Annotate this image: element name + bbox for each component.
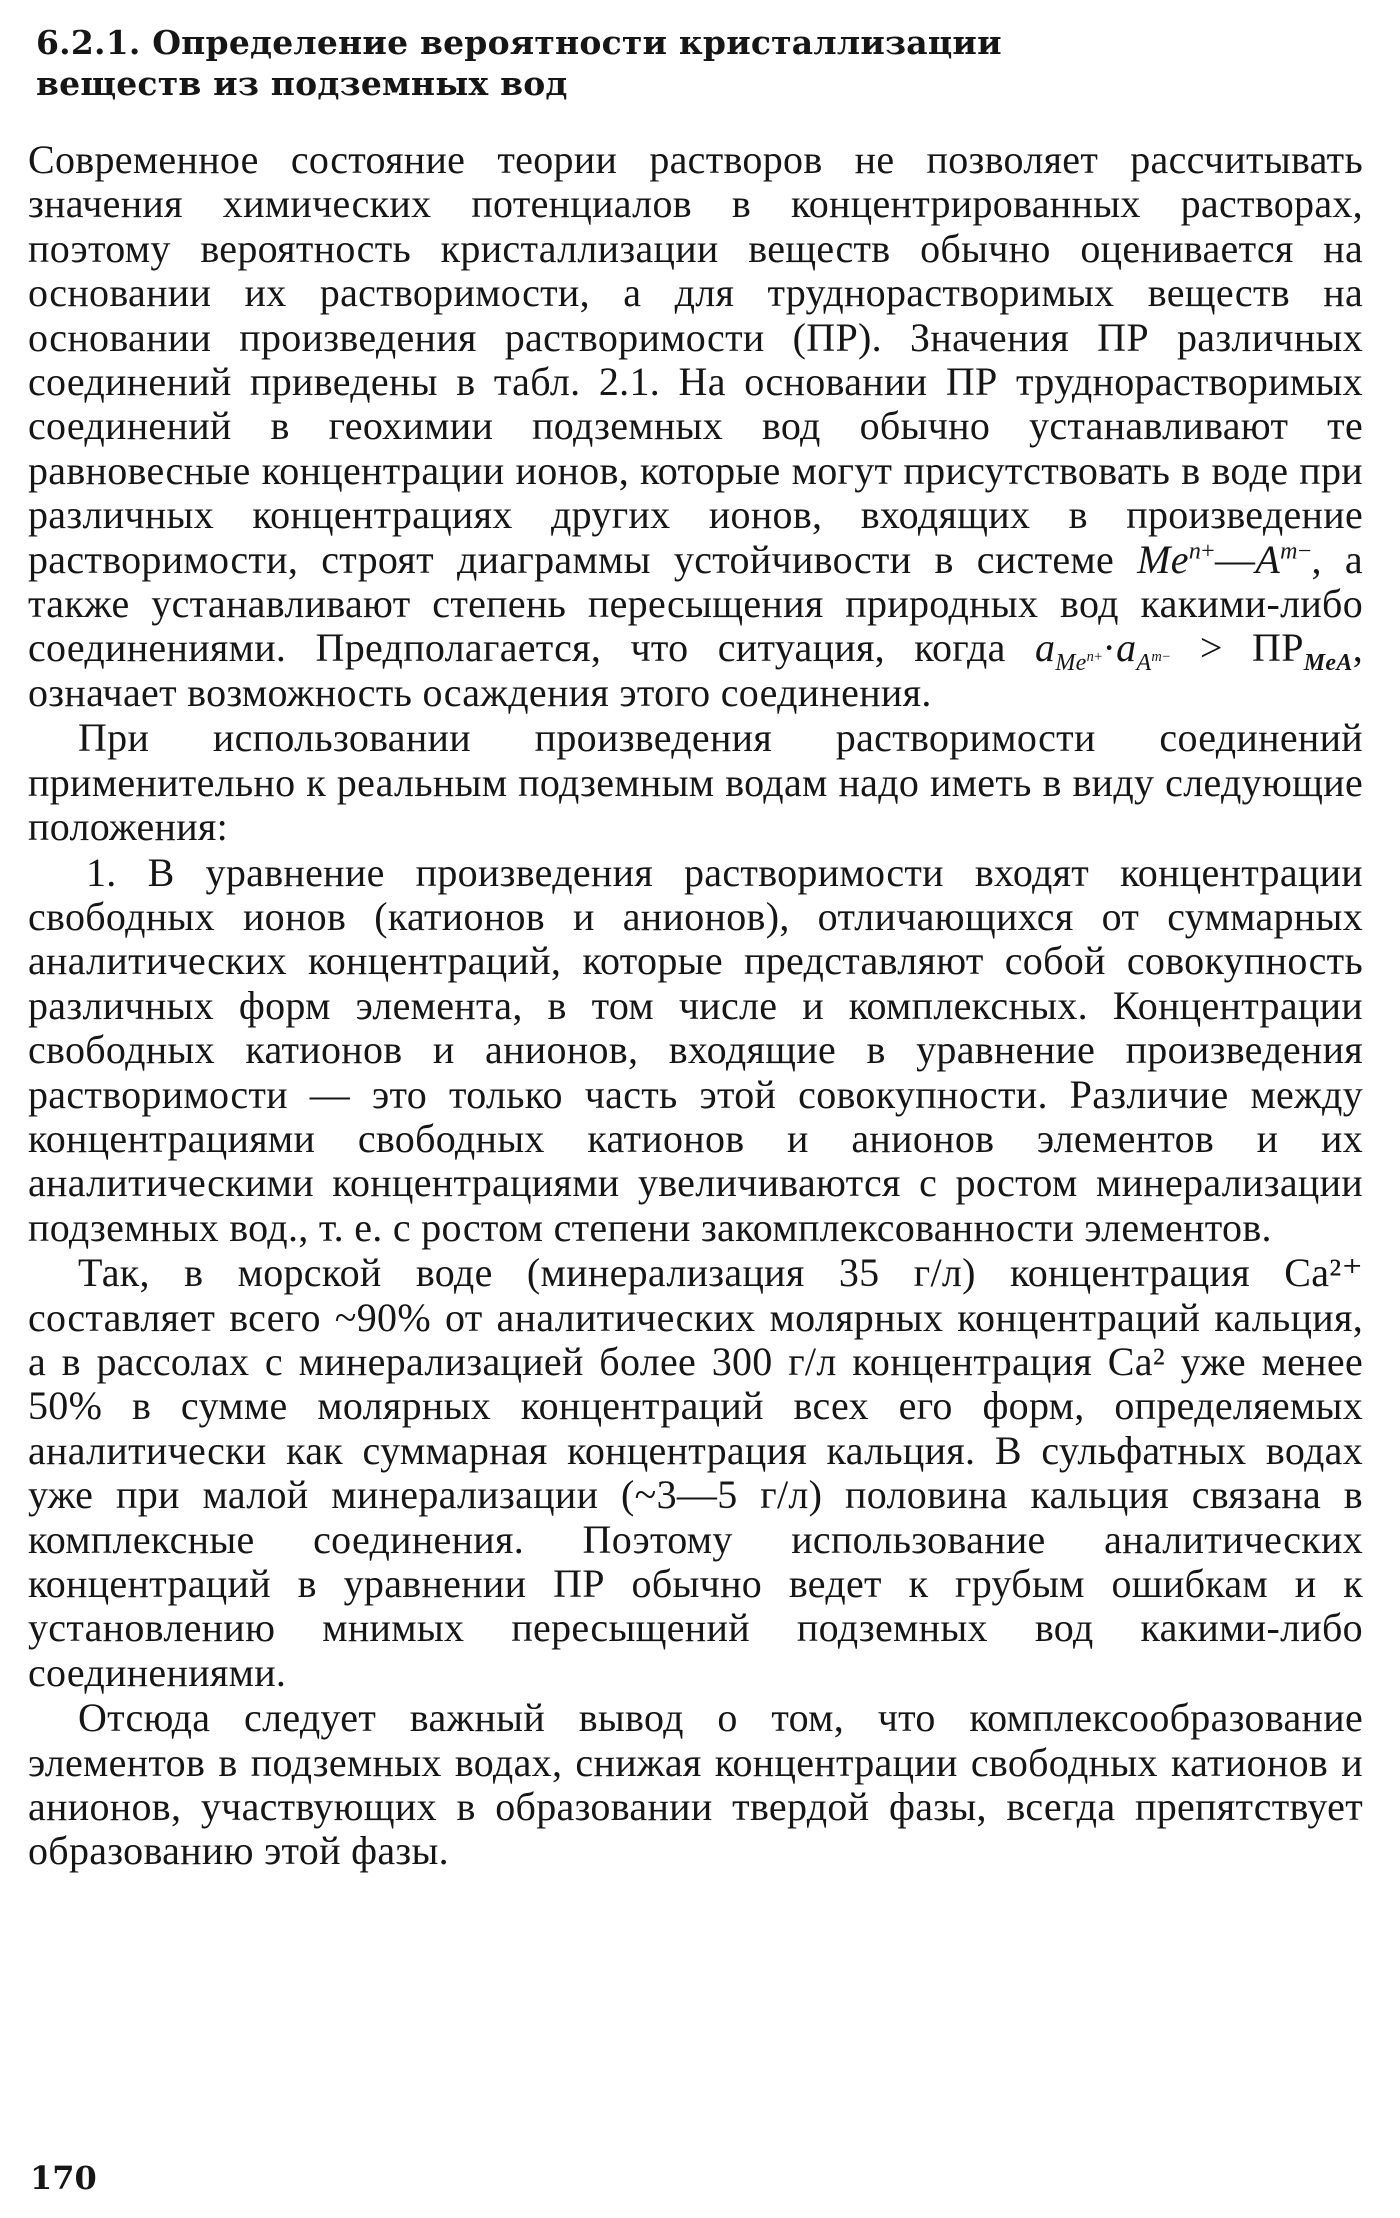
paragraph-2: При использовании произведения растворимости соединений применительно к реальным подземным водам надо иметь в виду следующие положения: <box>28 715 1363 850</box>
section-title-line-1: 6.2.1. Определение вероятности кристаллизации <box>36 23 1002 62</box>
paragraph-1-text-a: Современное состояние теории растворов не позволяет рассчитывать значения химических потенциалов в концентрированных растворах, поэтому вероятность кристаллизации веществ обычно оценивается на основании их растворимости, а для труднорастворимых веществ на основании произведения растворимости (ПР). Значения ПР различных соединений приведены в табл. 2.1. На основании ПР труднорастворимых соединений в геохимии подземных вод обычно устанавливают те равновесные концентрации ионов, которые могут присутствовать в воде при различных концентрациях других ионов, входящих в произведение растворимости, строят диаграммы устойчивости в системе <box>28 137 1363 582</box>
paragraph-5: Отсюда следует важный вывод о том, что комплексообразование элементов в подземных водах, снижая концентрации свободных катионов и анионов, участвующих в образовании твердой фазы, всегда препятствует образованию этой фазы. <box>28 1695 1363 1874</box>
oversaturation-condition-formula: $a_{Me^{n+}}\cdot a_{A^{m-}} > ПР_{MeA}$ <box>1035 625 1353 677</box>
paragraph-1-text-b: , а также устанавливают степень пересыщения природных вод какими-либо соединениями. Предполагается, что ситуация, когда <box>28 536 1363 671</box>
ion-system-formula: $Me^{n+}—A^{m-}$ <box>1137 536 1312 582</box>
paragraph-4: Так, в морской воде (минерализация 35 г/л) концентрация Ca²⁺ составляет всего ~90% от аналитических молярных концентраций кальция, а в рассолах с минерализацией более 300 г/л концентрация Ca² уже менее 50% в сумме молярных концентраций всех его форм, определяемых аналитически как суммарная концентрация кальция. В сульфатных водах уже при малой минерализации (~3—5 г/л) половина кальция связана в комплексные соединения. Поэтому использование аналитических концентраций в уравнении ПР обычно ведет к грубым ошибкам и к установлению мнимых пересыщений подземных вод какими-либо соединениями. <box>28 1250 1363 1695</box>
paragraph-1-text-c: , означает возможность осаждения этого соединения. <box>28 625 1363 715</box>
page-number: 170 <box>30 2159 97 2197</box>
paragraph-list-item-1: 1. В уравнение произведения растворимости входят концентрации свободных ионов (катионов и анионов), отличающихся от суммарных аналитических концентраций, которые представляют собой совокупность различных форм элемента, в том числе и комплексных. Концентрации свободных катионов и анионов, входящие в уравнение произведения растворимости — это только часть этой совокупности. Различие между концентрациями свободных катионов и анионов элементов и их аналитическими концентрациями увеличиваются с ростом минерализации подземных вод., т. е. с ростом степени закомплексованности элементов. <box>28 849 1363 1250</box>
section-title-line-2: веществ из подземных вод <box>36 64 568 103</box>
book-page <box>28 22 1363 1874</box>
body-text <box>28 138 1363 1874</box>
paragraph-1 <box>28 138 1363 715</box>
section-heading <box>36 22 1363 104</box>
